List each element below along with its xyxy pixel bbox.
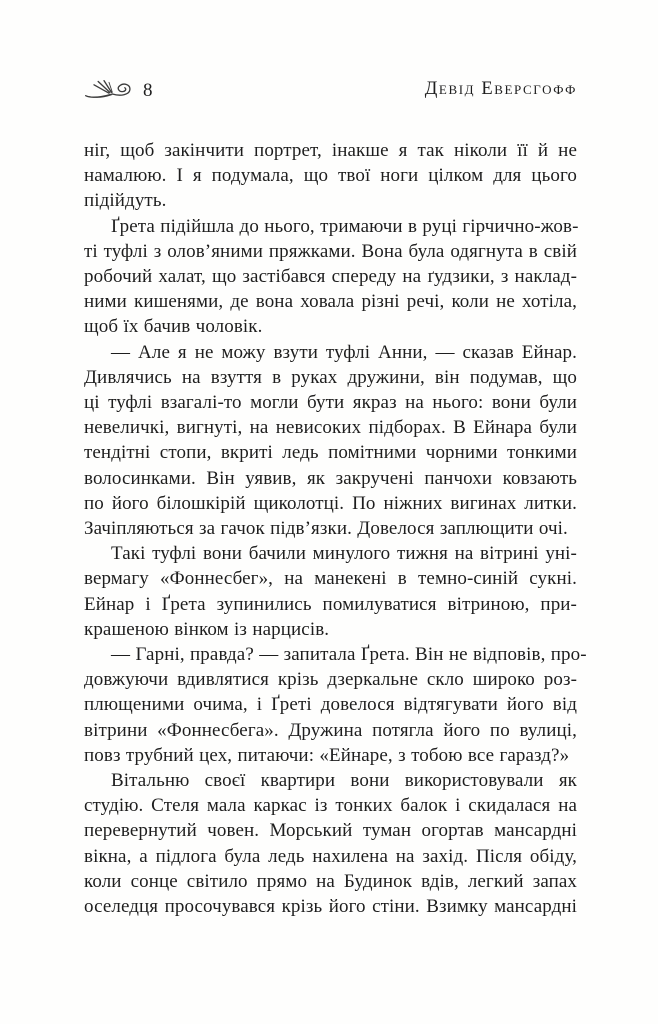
text-line: невеличкі, вигнуті, на невисоких підборах. В Ейнара були [84,417,577,439]
header-left [84,76,153,102]
text-line: повз трубний цех, питаючи: «Ейнаре, з тобою все гаразд?» [84,744,570,766]
text-line: Вітальню своєї квартири вони використовували як [111,770,577,792]
text-line: ними кишенями, де вона ховала різні речі, коли не хотіла, [84,291,577,313]
paragraph [84,541,577,642]
text-line: вітрини «Фоннесбега». Дружина потягла його по вулиці, [84,719,577,741]
text-line: Такі туфлі вони бачили минулого тижня на вітрині уні- [111,543,577,565]
text-line: довжуючи вдивлятися крізь дзеркальне скло широко роз- [84,669,577,691]
text-line: підійдуть. [84,190,167,212]
text-line: крашеною вінком із нарцисів. [84,618,330,640]
text-line: перевернутий човен. Морський туман огортав мансардні [84,820,577,842]
text-line: робочий халат, що застібався спереду на ґудзики, з наклад- [84,266,577,288]
text-line: вікна, а підлога була ледь нахилена на захід. Після обіду, [84,845,577,867]
text-line: тендітні стопи, вкриті ледь помітними чорними тонкими [84,442,577,464]
paragraph [84,138,577,214]
text-line: Ґрета підійшла до нього, тримаючи в руці гірчично-жов- [111,215,579,237]
body-text [84,138,587,919]
text-line: вермагу «Фоннесбег», на манекені в темно-синій сукні. [84,568,577,590]
text-line: оселедця просочувався крізь його стіни. Взимку мансардні [84,896,577,918]
text-line: Зачіпляються за гачок підв’язки. Довелося заплющити очі. [84,518,568,540]
text-line: студію. Стеля мала каркас із тонких балок і скидалася на [84,795,577,817]
page-number: 8 [143,79,153,101]
text-line: по його білошкірій щиколотці. По ніжних вигинах литки. [84,492,577,514]
paragraph [84,768,577,919]
text-line: коли сонце світило прямо на Будинок вдів, легкий запах [84,870,577,892]
text-line: щоб їх бачив чоловік. [84,316,263,338]
text-line: ті туфлі з олов’яними пряжками. Вона була одягнута в свій [84,240,577,262]
text-line: — Але я не можу взути туфлі Анни, — сказав Ейнар. [111,341,577,363]
paragraph [84,340,577,542]
paragraph [84,214,577,340]
running-head-author: Девід Еверсгофф [424,78,577,99]
text-line: плющеними очима, і Ґреті довелося відтягувати його від [84,694,577,716]
page-header [84,74,577,104]
text-line: волосинками. Він уявив, як закручені панчохи ковзають [84,467,577,489]
text-line: намалюю. І я подумала, що твої ноги цілком для цього [84,165,577,187]
text-line: — Гарні, правда? — запитала Ґрета. Він не відповів, про- [111,644,587,666]
text-line: ці туфлі взагалі-то могли бути якраз на нього: вони були [84,392,577,414]
paragraph [84,642,587,768]
floral-flourish-icon [84,76,134,102]
text-line: ніг, щоб закінчити портрет, інакше я так ніколи її й не [84,140,577,161]
text-line: Дивлячись на взуття в руках дружини, він подумав, що [84,366,577,388]
text-line: Ейнар і Ґрета зупинились помилуватися вітриною, при- [84,593,577,615]
